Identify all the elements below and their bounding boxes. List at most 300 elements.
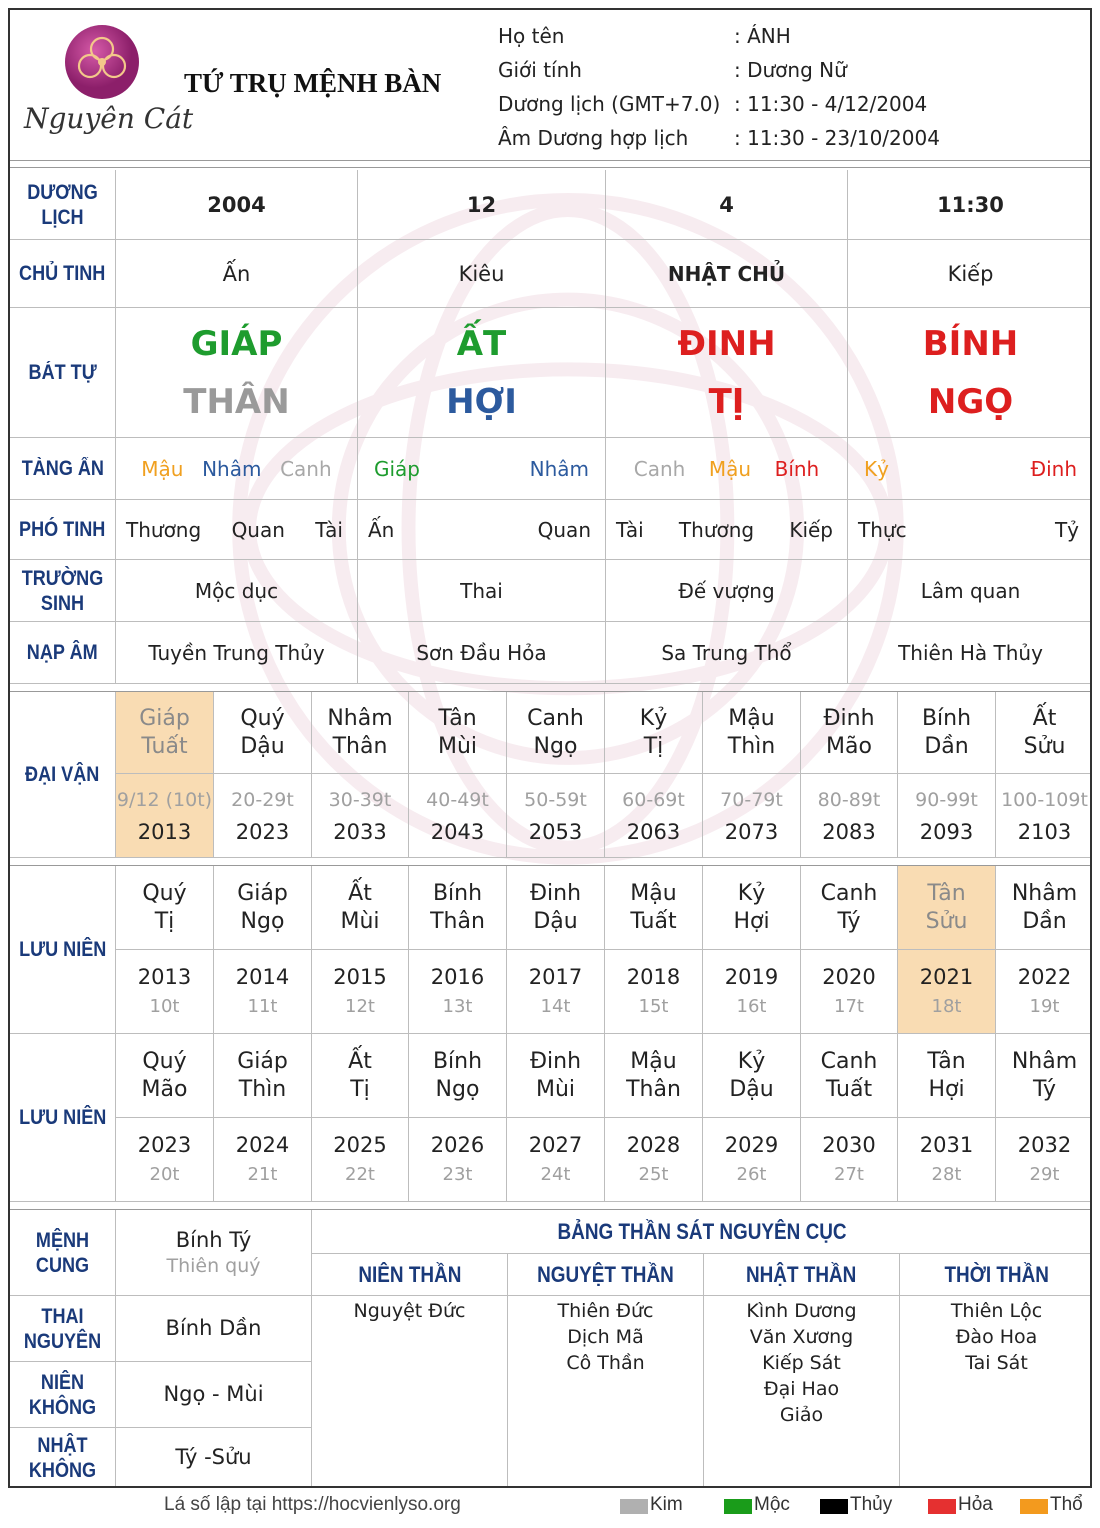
cycle-branch: Tý — [837, 908, 861, 934]
cycle-year: 2026 — [430, 1132, 485, 1157]
secondary-star: Quan — [231, 517, 285, 542]
cycle-stem: Đinh — [823, 705, 875, 731]
pillar-main-star: Kiếp — [947, 261, 994, 286]
pillar-cell-truong-sinh — [358, 560, 606, 622]
than-sat-star: Kình Dương — [746, 1300, 857, 1322]
hidden-stem: Kỷ — [864, 456, 889, 481]
info-value: : Dương Nữ — [734, 58, 847, 82]
pillar-cell-truong-sinh — [606, 560, 848, 622]
dv-cycle-years — [214, 774, 312, 858]
cycle-start-year: 2073 — [724, 819, 779, 844]
ln-cycle-years — [898, 1118, 996, 1202]
hidden-stem: Canh — [633, 456, 686, 481]
cycle-stem: Ất — [348, 880, 372, 906]
cycle-stem: Tân — [927, 1048, 966, 1074]
hidden-stem: Đinh — [1030, 456, 1077, 481]
cycle-age: 10t — [149, 995, 180, 1017]
row-label-chu-tinh — [10, 240, 116, 308]
row-label-luu-nien-2 — [10, 1034, 116, 1202]
footer-text: Lá số lập tại https://hocvienlyso.org — [164, 1494, 461, 1515]
cycle-start-year: 2013 — [137, 819, 192, 844]
cycle-branch: Dậu — [240, 733, 285, 759]
info-value: : 11:30 - 4/12/2004 — [734, 92, 928, 116]
cycle-age: 16t — [736, 995, 767, 1017]
info-value: Tý -Sửu — [175, 1445, 252, 1469]
cycle-age: 11t — [247, 995, 278, 1017]
row-label-text: BÁT TỰ — [28, 361, 97, 384]
cycle-branch: Tuất — [630, 908, 677, 934]
cycle-branch: Hợi — [928, 1076, 965, 1102]
row-label-text: NIÊN KHÔNG — [28, 1370, 97, 1419]
cycle-year: 2030 — [822, 1132, 876, 1157]
than-sat-star: Đại Hao — [763, 1378, 840, 1400]
pillar-cell-chu-tinh — [358, 240, 606, 308]
cycle-stem: Mậu — [630, 1048, 677, 1074]
ln-cycle-years — [898, 950, 996, 1034]
row-label-truong-sinh — [10, 560, 116, 622]
pillar-date: 12 — [466, 192, 497, 217]
legend-label: Thổ — [1050, 1494, 1083, 1515]
cycle-year: 2019 — [724, 964, 779, 989]
cycle-age-range: 50-59t — [524, 788, 587, 811]
cycle-age: 19t — [1029, 995, 1060, 1017]
dv-cycle-years — [312, 774, 409, 858]
cycle-start-year: 2043 — [430, 819, 485, 844]
row-label-text: LƯU NIÊN — [18, 938, 107, 961]
cycle-branch: Mão — [826, 733, 872, 759]
row-label-text: MỆNH CUNG — [35, 1228, 90, 1277]
ln-cycle-years — [409, 1118, 507, 1202]
row-label-text: DƯƠNG LỊCH — [27, 180, 98, 229]
row-label-text: CHỦ TINH — [19, 262, 106, 285]
cycle-stem: Bính — [432, 1048, 483, 1074]
pillar-cell-bat-tu — [116, 308, 358, 438]
row-label-text: NẠP ÂM — [27, 641, 98, 664]
cycle-stem: Nhâm — [1011, 880, 1078, 906]
pillar-cell-pho-tinh — [358, 500, 606, 560]
cycle-branch: Thìn — [238, 1076, 287, 1102]
cycle-start-year: 2093 — [919, 819, 974, 844]
ln-cycle-pillar — [996, 1034, 1092, 1118]
cycle-branch: Thân — [430, 908, 485, 934]
cycle-branch: Tị — [154, 908, 175, 934]
cycle-stem: Tân — [927, 880, 966, 906]
legend-swatch — [928, 1499, 956, 1514]
secondary-star: Quan — [537, 517, 591, 542]
brand-name: Nguyên Cát — [24, 102, 194, 135]
cycle-branch: Mùi — [340, 908, 380, 934]
dv-cycle-pillar — [116, 692, 214, 774]
than-sat-star: Văn Xương — [749, 1326, 854, 1348]
ln-cycle-years — [507, 950, 605, 1034]
secondary-star: Tài — [315, 517, 343, 542]
ln-cycle-pillar — [703, 1034, 801, 1118]
dv-cycle-pillar — [507, 692, 605, 774]
legend-label: Mộc — [754, 1494, 790, 1515]
cycle-age-range: 80-89t — [817, 788, 881, 811]
ln-cycle-pillar — [507, 1034, 605, 1118]
cycle-stem: Kỷ — [737, 1048, 766, 1074]
cycle-stem: Canh — [527, 705, 584, 731]
chart-sheet — [8, 8, 1092, 1488]
legend-swatch — [1020, 1499, 1048, 1514]
secondary-star: Thực — [858, 517, 907, 542]
pillar-main-star: NHẬT CHỦ — [667, 261, 786, 286]
cycle-stem: Đinh — [529, 880, 582, 906]
than-sat-title-cell — [312, 1210, 1092, 1254]
pillar-cell-chu-tinh — [116, 240, 358, 308]
hidden-stem: Giáp — [374, 456, 421, 481]
row-label-text: TÀNG ẨN — [21, 457, 104, 480]
cycle-year: 2031 — [919, 1132, 974, 1157]
ln-cycle-pillar — [409, 1034, 507, 1118]
info-value: Bính Tý — [175, 1227, 252, 1252]
ln-cycle-years — [312, 950, 409, 1034]
ln-cycle-pillar — [116, 1034, 214, 1118]
than-sat-star: Cô Thần — [566, 1352, 645, 1374]
pillar-heavenly-stem: GIÁP — [190, 323, 283, 364]
value-nien-khong — [116, 1362, 312, 1428]
secondary-star: Thương — [678, 517, 755, 542]
pillar-earthly-branch: TỊ — [708, 381, 745, 422]
cycle-year: 2024 — [235, 1132, 290, 1157]
cycle-age-range: 60-69t — [622, 788, 685, 811]
cycle-year: 2025 — [333, 1132, 387, 1157]
pillar-cell-tang-an — [848, 438, 1092, 500]
cycle-age: 15t — [638, 995, 669, 1017]
pillar-earthly-branch: THÂN — [183, 381, 290, 422]
cycle-year: 2014 — [235, 964, 290, 989]
pillar-cell-chu-tinh — [848, 240, 1092, 308]
cycle-branch: Tị — [643, 733, 664, 759]
pillar-cell-bat-tu — [358, 308, 606, 438]
cycle-stem: Nhâm — [1011, 1048, 1078, 1074]
cycle-branch: Dậu — [533, 908, 578, 934]
cycle-age: 26t — [736, 1163, 767, 1185]
ln-cycle-pillar — [312, 866, 409, 950]
pillar-cell-duong-lich — [116, 170, 358, 240]
than-sat-column-title: NIÊN THẦN — [357, 1262, 462, 1287]
row-label-text: THAI NGUYÊN — [23, 1304, 102, 1353]
cycle-year: 2032 — [1017, 1132, 1072, 1157]
cycle-age-range: 40-49t — [426, 788, 489, 811]
ln-cycle-pillar — [409, 866, 507, 950]
dv-cycle-pillar — [898, 692, 996, 774]
cycle-branch: Tuất — [141, 733, 188, 759]
cycle-age: 23t — [442, 1163, 473, 1185]
cycle-age: 14t — [540, 995, 571, 1017]
nap-am-element: Tuyền Trung Thủy — [148, 640, 325, 665]
section-divider — [10, 1202, 1092, 1210]
legend-label: Hỏa — [958, 1494, 993, 1515]
legend-swatch — [724, 1499, 752, 1514]
row-label-text: TRƯỜNG SINH — [21, 566, 104, 615]
cycle-year: 2017 — [528, 964, 583, 989]
dv-cycle-years — [703, 774, 801, 858]
than-sat-star: Nguyệt Đức — [353, 1300, 466, 1322]
than-sat-star: Thiên Đức — [557, 1300, 654, 1322]
row-label-bat-tu — [10, 308, 116, 438]
dv-cycle-years — [409, 774, 507, 858]
life-stage: Đế vượng — [678, 578, 775, 603]
dv-cycle-years — [605, 774, 703, 858]
info-row-name — [498, 24, 564, 48]
ln-cycle-pillar — [801, 866, 898, 950]
cycle-branch: Tý — [1032, 1076, 1057, 1102]
row-label-text: ĐẠI VẬN — [25, 763, 100, 786]
life-stage: Lâm quan — [920, 578, 1021, 603]
cycle-stem: Canh — [820, 880, 878, 906]
row-label-nien-khong — [10, 1362, 116, 1428]
section-divider — [10, 858, 1092, 866]
cycle-stem: Kỷ — [639, 705, 668, 731]
pillar-cell-pho-tinh — [848, 500, 1092, 560]
pillar-heavenly-stem: ẤT — [456, 323, 507, 364]
cycle-stem: Quý — [142, 880, 187, 906]
cycle-branch: Mùi — [437, 733, 478, 759]
cycle-start-year: 2033 — [333, 819, 387, 844]
info-value: Bính Dần — [165, 1316, 262, 1340]
cycle-stem: Bính — [432, 880, 483, 906]
hidden-stem: Bính — [774, 456, 820, 481]
cycle-age-range: 30-39t — [328, 788, 392, 811]
row-label-dai-van — [10, 692, 116, 858]
pillar-cell-truong-sinh — [116, 560, 358, 622]
cycle-branch: Ngọ — [240, 908, 285, 934]
cycle-stem: Mậu — [728, 705, 775, 731]
cycle-branch: Tị — [350, 1076, 370, 1102]
cycle-age: 24t — [540, 1163, 571, 1185]
row-label-nhat-khong — [10, 1428, 116, 1488]
nap-am-element: Sa Trung Thổ — [661, 640, 792, 665]
cycle-age: 28t — [931, 1163, 962, 1185]
than-sat-star: Dịch Mã — [567, 1326, 644, 1348]
pillar-heavenly-stem: BÍNH — [922, 323, 1019, 364]
hidden-stem: Nhâm — [529, 456, 589, 481]
cycle-start-year: 2063 — [626, 819, 681, 844]
cycle-branch: Tuất — [825, 1076, 873, 1102]
than-sat-column-body — [704, 1296, 900, 1488]
cycle-age: 22t — [345, 1163, 375, 1185]
info-sub-value: Thiên quý — [166, 1254, 261, 1277]
pillar-earthly-branch: HỢI — [446, 381, 517, 422]
brand-logo — [62, 22, 142, 102]
cycle-age: 21t — [247, 1163, 278, 1185]
cycle-stem: Mậu — [630, 880, 677, 906]
hidden-stem: Mậu — [141, 456, 184, 481]
pillar-earthly-branch: NGỌ — [927, 381, 1014, 422]
row-label-text: LƯU NIÊN — [18, 1106, 107, 1129]
cycle-age-range: 100-109t — [1001, 788, 1088, 811]
pillar-cell-chu-tinh — [606, 240, 848, 308]
pillar-cell-duong-lich — [606, 170, 848, 240]
pillar-cell-truong-sinh — [848, 560, 1092, 622]
nap-am-element: Sơn Đầu Hỏa — [416, 640, 547, 665]
cycle-stem: Quý — [142, 1048, 187, 1074]
cycle-age-range: 20-29t — [231, 788, 294, 811]
cycle-stem: Quý — [240, 705, 285, 731]
ln-cycle-years — [312, 1118, 409, 1202]
page-title: TỨ TRỤ MỆNH BÀN — [184, 68, 442, 98]
dv-cycle-pillar — [703, 692, 801, 774]
pillar-main-star: Kiêu — [458, 261, 505, 286]
cycle-stem: Canh — [820, 1048, 878, 1074]
dv-cycle-years — [507, 774, 605, 858]
cycle-branch: Thìn — [727, 733, 776, 759]
dv-cycle-years — [116, 774, 214, 858]
dv-cycle-years — [801, 774, 898, 858]
ln-cycle-years — [605, 1118, 703, 1202]
secondary-star: Ấn — [368, 517, 395, 542]
cycle-stem: Tân — [438, 705, 477, 731]
ln-cycle-years — [801, 950, 898, 1034]
legend-label: Thủy — [850, 1494, 893, 1515]
cycle-year: 2020 — [822, 964, 876, 989]
info-value: : 11:30 - 23/10/2004 — [734, 126, 940, 150]
ln-cycle-pillar — [703, 866, 801, 950]
cycle-year: 2021 — [919, 964, 974, 989]
cycle-age: 20t — [149, 1163, 180, 1185]
cycle-stem: Ất — [1032, 705, 1057, 731]
cycle-branch: Dần — [1022, 908, 1067, 934]
cycle-stem: Nhâm — [327, 705, 393, 731]
secondary-star: Tỷ — [1054, 517, 1079, 542]
pillar-heavenly-stem: ĐINH — [677, 323, 776, 364]
nap-am-element: Thiên Hà Thủy — [898, 640, 1043, 665]
row-label-text: PHÓ TINH — [19, 518, 106, 541]
cycle-age: 17t — [834, 995, 864, 1017]
legend-label: Kim — [650, 1494, 683, 1515]
than-sat-column-body — [508, 1296, 704, 1488]
ln-cycle-pillar — [801, 1034, 898, 1118]
cycle-branch: Thân — [332, 733, 388, 759]
pillar-cell-bat-tu — [606, 308, 848, 438]
cycle-branch: Dậu — [729, 1076, 774, 1102]
cycle-year: 2013 — [137, 964, 192, 989]
cycle-branch: Ngọ — [533, 733, 578, 759]
than-sat-column-header — [312, 1254, 508, 1296]
header-divider — [10, 160, 1092, 168]
ln-cycle-years — [214, 950, 312, 1034]
than-sat-column-header — [900, 1254, 1092, 1296]
than-sat-star: Kiếp Sát — [762, 1352, 841, 1374]
cycle-stem: Giáp — [237, 1048, 288, 1074]
ln-cycle-years — [605, 950, 703, 1034]
pillar-date: 4 — [719, 192, 734, 217]
info-label: Âm Dương hợp lịch — [498, 126, 689, 150]
row-label-luu-nien-1 — [10, 866, 116, 1034]
secondary-star: Kiếp — [789, 517, 833, 542]
than-sat-star: Thiên Lộc — [950, 1300, 1043, 1322]
ln-cycle-years — [801, 1118, 898, 1202]
info-label: Họ tên — [498, 24, 565, 48]
info-value: Ngọ - Mùi — [163, 1382, 264, 1406]
cycle-stem: Đinh — [529, 1048, 582, 1074]
cycle-branch: Hợi — [733, 908, 770, 934]
legend-swatch — [820, 1499, 848, 1514]
ln-cycle-pillar — [214, 1034, 312, 1118]
than-sat-column-title: NGUYỆT THẦN — [537, 1262, 674, 1287]
ln-cycle-years — [409, 950, 507, 1034]
cycle-stem: Bính — [921, 705, 972, 731]
cycle-stem: Ất — [348, 1048, 372, 1074]
cycle-branch: Mùi — [535, 1076, 576, 1102]
cycle-year: 2018 — [626, 964, 681, 989]
cycle-stem: Giáp — [237, 880, 288, 906]
than-sat-title: BẢNG THẦN SÁT NGUYÊN CỤC — [557, 1219, 848, 1244]
ln-cycle-years — [996, 1118, 1092, 1202]
pillar-date: 2004 — [207, 192, 266, 217]
cycle-stem: Giáp — [139, 705, 190, 731]
row-label-text: NHẬT KHÔNG — [28, 1433, 97, 1482]
dv-cycle-pillar — [214, 692, 312, 774]
secondary-star: Tài — [616, 517, 644, 542]
pillar-date: 11:30 — [937, 192, 1004, 217]
dv-cycle-pillar — [409, 692, 507, 774]
hidden-stem: Mậu — [708, 456, 752, 481]
ln-cycle-pillar — [605, 1034, 703, 1118]
cycle-branch: Thân — [626, 1076, 681, 1102]
hidden-stem: Nhâm — [202, 456, 262, 481]
pillar-cell-tang-an — [116, 438, 358, 500]
cycle-start-year: 2023 — [235, 819, 290, 844]
cycle-year: 2015 — [333, 964, 387, 989]
pillar-cell-pho-tinh — [606, 500, 848, 560]
cycle-year: 2022 — [1017, 964, 1072, 989]
value-nhat-khong — [116, 1428, 312, 1488]
row-label-nap-am — [10, 622, 116, 684]
than-sat-column-header — [508, 1254, 704, 1296]
info-value: : ÁNH — [734, 24, 791, 48]
dv-cycle-years — [996, 774, 1092, 858]
info-label: Dương lịch (GMT+7.0) — [498, 92, 721, 116]
dv-cycle-pillar — [312, 692, 409, 774]
than-sat-star: Đào Hoa — [955, 1326, 1038, 1348]
than-sat-column-title: NHẬT THẦN — [746, 1262, 857, 1287]
pillar-main-star: Ấn — [222, 261, 251, 286]
pillar-cell-bat-tu — [848, 308, 1092, 438]
cycle-start-year: 2053 — [528, 819, 583, 844]
secondary-star: Thương — [126, 517, 202, 542]
dv-cycle-pillar — [996, 692, 1092, 774]
cycle-year: 2027 — [528, 1132, 583, 1157]
cycle-year: 2016 — [430, 964, 485, 989]
cycle-age-range: 90-99t — [915, 788, 978, 811]
row-label-tang-an — [10, 438, 116, 500]
cycle-age: 12t — [345, 995, 375, 1017]
cycle-age: 27t — [834, 1163, 864, 1185]
ln-cycle-years — [116, 950, 214, 1034]
dv-cycle-pillar — [801, 692, 898, 774]
ln-cycle-pillar — [605, 866, 703, 950]
ln-cycle-pillar — [214, 866, 312, 950]
cycle-branch: Sửu — [925, 908, 968, 934]
cycle-year: 2028 — [626, 1132, 681, 1157]
pillar-cell-nap-am — [116, 622, 358, 684]
value-menh-cung — [116, 1210, 312, 1296]
cycle-start-year: 2083 — [822, 819, 876, 844]
cycle-age: 18t — [931, 995, 962, 1017]
cycle-stem: Kỷ — [737, 880, 766, 906]
cycle-branch: Ngọ — [435, 1076, 480, 1102]
pillar-cell-nap-am — [848, 622, 1092, 684]
pillar-cell-nap-am — [358, 622, 606, 684]
cycle-age: 29t — [1029, 1163, 1060, 1185]
than-sat-column-body — [900, 1296, 1092, 1488]
info-label: Giới tính — [498, 58, 582, 82]
pillar-cell-pho-tinh — [116, 500, 358, 560]
cycle-age-range: 9/12 (10t) — [116, 788, 213, 811]
